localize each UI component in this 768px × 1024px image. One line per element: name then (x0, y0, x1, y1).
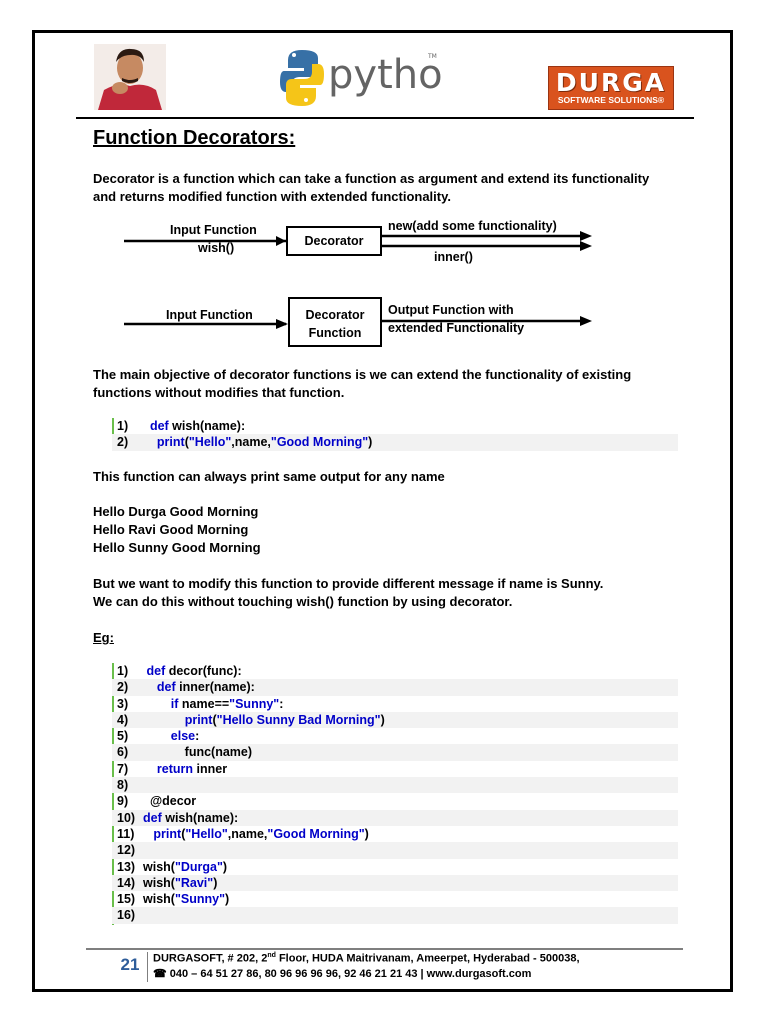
code-text: : (195, 729, 200, 744)
line-number: 9) (117, 794, 129, 809)
line-number: 6) (117, 745, 129, 760)
footer-address-text: Floor, HUDA Maitrivanam, Ameerpet, Hyderabad - 500038, (275, 952, 580, 965)
code-text: ) (225, 892, 230, 907)
code-text (143, 697, 171, 711)
code-text: wish(name): (161, 810, 239, 825)
phone-icon: ☎ (153, 968, 167, 980)
code-string: "Sunny" (174, 892, 226, 907)
diagram-input-sub: wish() (198, 241, 235, 255)
code-text: ,name, (231, 435, 271, 450)
footer-superscript: nd (267, 952, 276, 959)
code-string: "Ravi" (174, 875, 214, 890)
code-line (112, 434, 678, 450)
code-text (143, 680, 157, 694)
line-number: 2) (117, 680, 129, 695)
code-line (112, 875, 678, 891)
code-text: func(name) (143, 745, 253, 760)
code-line (112, 826, 678, 842)
code-keyword: return (156, 761, 194, 776)
code-line (112, 793, 678, 809)
modify-line: We can do this without touching wish() function by using decorator. (93, 594, 513, 609)
output-line: Hello Sunny Good Morning (93, 540, 261, 555)
line-number: 13) (117, 859, 136, 874)
code-text: ( (212, 712, 217, 727)
code-keyword: print (153, 826, 182, 841)
code-line (112, 777, 678, 793)
code-string: "Hello Sunny Bad Morning" (216, 712, 381, 727)
intro-line: Decorator is a function which can take a function as argument and extend its functionality (93, 171, 650, 186)
line-number: 8) (117, 778, 129, 793)
code-keyword: if (170, 696, 179, 711)
code-text: ) (222, 859, 228, 874)
code-text: decor(func): (165, 664, 242, 678)
code-line (112, 891, 678, 907)
diagram-output-sub: inner() (434, 250, 473, 264)
code-text: ) (213, 875, 218, 890)
diagram2-input-label: Input Function (166, 308, 253, 322)
decorator-diagram (0, 210, 768, 270)
code-string: "Hello" (185, 826, 228, 841)
intro-line: and returns modified function with extended functionality. (93, 189, 451, 204)
code-string: "Good Morning" (270, 435, 369, 450)
code-string: "Good Morning" (267, 826, 365, 841)
code-text (143, 713, 185, 727)
code-text: ) (380, 712, 385, 727)
example-label: Eg: (93, 630, 114, 645)
code-text (143, 435, 157, 449)
box-line: Decorator (305, 308, 365, 322)
objective-line: functions without modifies that function. (93, 385, 345, 400)
footer-contact-text: 040 – 64 51 27 86, 80 96 96 96 96, 92 46 21 21 43 | www.durgasoft.com (166, 968, 532, 980)
code-text: : (279, 696, 284, 711)
line-number: 5) (117, 729, 129, 744)
code-text: ) (364, 826, 369, 841)
diagram-input-label: Input Function (170, 223, 257, 237)
code-keyword: def (156, 680, 176, 695)
code-text: @decor (143, 794, 197, 809)
code-string: "Sunny" (229, 696, 280, 711)
code-line (112, 744, 678, 760)
code-text (143, 729, 171, 743)
line-number: 15) (117, 892, 136, 907)
code-text (143, 827, 153, 841)
code-text: inner(name): (175, 680, 255, 695)
python-logo (276, 44, 446, 110)
code-line (112, 663, 678, 679)
footer-separator (147, 952, 148, 982)
code-string: "Hello" (188, 435, 232, 450)
durga-logo-subtext: SOFTWARE SOLUTIONS® (557, 95, 665, 105)
line-number: 11) (117, 826, 135, 841)
code-line (112, 907, 678, 923)
header-divider (76, 117, 694, 119)
code-line (112, 679, 678, 695)
code-keyword: print (156, 435, 185, 450)
code-text: inner (193, 761, 228, 776)
footer-divider (86, 948, 683, 950)
line-number: 3) (117, 696, 129, 711)
code-line (112, 761, 678, 777)
decorator-box: Decorator (286, 226, 382, 256)
code-text (143, 762, 157, 776)
code-text: ) (368, 435, 373, 450)
line-number: 7) (117, 761, 129, 776)
footer-address (153, 952, 580, 965)
objective-paragraph (93, 366, 631, 402)
code-string: "Durga" (174, 859, 223, 874)
code-block-2 (112, 663, 678, 924)
diagram-output-label: new(add some functionality) (388, 219, 557, 233)
code-text: ( (181, 826, 186, 841)
line-number: 16) (117, 908, 136, 923)
output-list (93, 503, 261, 557)
modify-line: But we want to modify this function to provide different message if name is Sunny. (93, 576, 604, 591)
page-number: 21 (120, 955, 140, 974)
code-line (112, 696, 678, 712)
code-text (143, 419, 150, 433)
durga-logo (548, 66, 674, 110)
code-text: wish( (143, 892, 175, 907)
line-number: 4) (117, 712, 129, 727)
code-line (112, 810, 678, 826)
code-keyword: print (184, 712, 213, 727)
note-text: This function can always print same output for any name (93, 469, 445, 484)
page-title: Function Decorators: (93, 127, 296, 149)
modify-paragraph (93, 575, 603, 611)
code-keyword: def (146, 664, 166, 678)
code-keyword: def (149, 419, 169, 433)
diagram2-output-line2: extended Functionality (388, 321, 525, 335)
code-text: ( (184, 435, 189, 450)
code-text: wish( (143, 875, 175, 890)
box-line: Function (308, 326, 362, 340)
output-line: Hello Durga Good Morning (93, 504, 259, 519)
line-number: 1) (117, 419, 129, 433)
intro-paragraph (93, 170, 649, 206)
svg-text:TM: TM (428, 53, 437, 60)
code-text: wish(name): (168, 419, 246, 433)
footer-contact (153, 967, 531, 980)
line-number: 1) (117, 664, 129, 678)
code-line (112, 712, 678, 728)
code-line (112, 842, 678, 858)
code-line (112, 728, 678, 744)
diagram2-output-line1: Output Function with (388, 303, 514, 317)
line-number: 2) (117, 435, 129, 450)
durga-logo-text: DURGA (555, 68, 667, 97)
line-number: 14) (117, 875, 136, 890)
code-keyword: else (170, 729, 196, 744)
line-number: 10) (117, 810, 136, 825)
output-line: Hello Ravi Good Morning (93, 522, 249, 537)
code-text: name== (178, 696, 230, 711)
footer-address-text: DURGASOFT, # 202, 2 (153, 952, 268, 965)
objective-line: The main objective of decorator functions is we can extend the functionality of existing (93, 367, 632, 382)
author-photo (94, 44, 166, 110)
code-line (112, 418, 678, 434)
code-block-1 (112, 418, 678, 451)
decorator-function-box (288, 297, 382, 347)
python-logo-text: pytho (328, 52, 443, 98)
decorator-function-diagram (0, 294, 768, 350)
code-line (112, 859, 678, 875)
line-number: 12) (117, 843, 136, 858)
code-keyword: def (143, 810, 162, 825)
code-text: ,name, (227, 826, 268, 841)
code-text: wish( (143, 859, 175, 874)
